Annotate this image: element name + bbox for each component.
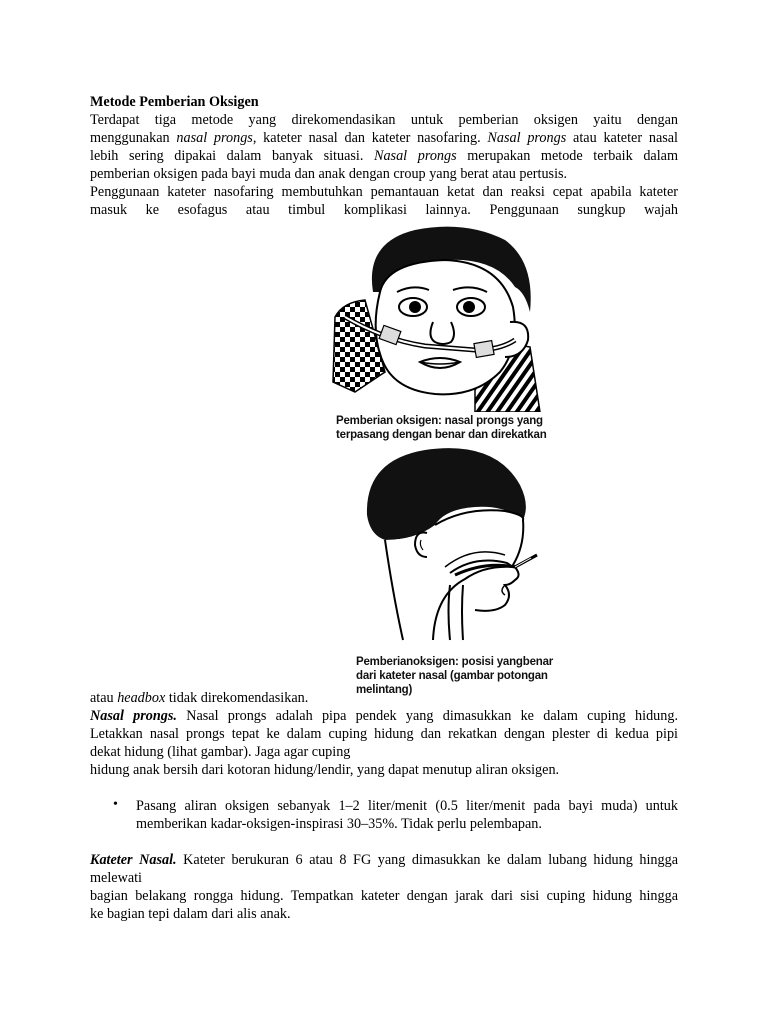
paragraph-2-line-2: masuk ke esofagus atau timbul komplikasi lainnya. Penggunaan sungkup wajah xyxy=(90,202,678,218)
text-run: menggunakan xyxy=(90,130,177,146)
paragraph-4-line-3: dekat hidung (lihat gambar). Jaga agar cuping xyxy=(90,744,351,760)
nasal-catheter-illustration xyxy=(355,445,555,650)
paragraph-5-line-4: ke bagian tepi dalam dari alis anak. xyxy=(90,906,291,922)
text-run: lebih sering dipakai dalam banyak situasi. xyxy=(90,148,374,164)
italic-term: Nasal prongs xyxy=(374,148,457,164)
paragraph-4-line-1 xyxy=(90,707,678,725)
section-lead-kateter-nasal: Kateter Nasal. xyxy=(90,852,177,868)
bullet-line-1: Pasang aliran oksigen sebanyak 1–2 liter/menit (0.5 liter/menit pada bayi muda) untuk xyxy=(136,798,678,814)
paragraph-5-line-3: bagian belakang rongga hidung. Tempatkan kateter dengan jarak dari sisi cuping hidung hingga xyxy=(90,888,678,904)
paragraph-1-line-4: pemberian oksigen pada bayi muda dan anak dengan croup yang berat atau pertusis. xyxy=(90,166,568,182)
paragraph-2-line-1: Penggunaan kateter nasofaring membutuhkan pemantauan ketat dan reaksi cepat apabila kateter xyxy=(90,184,678,200)
paragraph-3 xyxy=(90,689,678,707)
paragraph-1-line-1: Terdapat tiga metode yang direkomendasikan untuk pemberian oksigen yaitu dengan xyxy=(90,112,678,128)
text-run: atau kateter nasal xyxy=(566,130,679,146)
italic-term: headbox xyxy=(117,690,166,706)
section-lead-nasal-prongs: Nasal prongs. xyxy=(90,708,177,724)
figure-1-caption-line-1: Pemberian oksigen: nasal prongs yang xyxy=(336,415,543,427)
bullet-line-2: memberikan kadar-oksigen-inspirasi 30–35%. Tidak perlu pelembapan. xyxy=(136,816,542,832)
text-run: Kateter berukuran 6 atau 8 FG yang dimasukkan ke dalam lubang hidung hingga xyxy=(176,852,679,868)
paragraph-5-line-1 xyxy=(90,851,678,869)
figure-2-caption-line-2: dari kateter nasal (gambar potongan xyxy=(356,670,548,682)
bullet-marker: • xyxy=(113,797,118,812)
paragraph-5-line-2: melewati xyxy=(90,870,142,886)
text-run: tidak direkomendasikan. xyxy=(165,690,309,706)
text-run: , kateter nasal dan kateter nasofaring. xyxy=(252,130,488,146)
italic-term: nasal prongs xyxy=(176,130,253,146)
figure-1-caption-line-2: terpasang dengan benar dan direkatkan xyxy=(336,429,547,441)
italic-term: Nasal prongs xyxy=(487,130,567,146)
figure-2-caption-line-1: Pemberianoksigen: posisi yangbenar xyxy=(356,656,554,668)
text-run: Nasal prongs adalah pipa pendek yang dimasukkan ke dalam cuping hidung. xyxy=(176,708,678,724)
paragraph-1-line-2 xyxy=(90,129,678,147)
figure-2-caption-line-3: melintang) xyxy=(356,684,413,696)
paragraph-4-line-2: Letakkan nasal prongs tepat ke dalam cuping hidung dan rekatkan dengan plester di kedua pipi xyxy=(90,726,678,742)
nasal-prongs-illustration xyxy=(325,222,555,412)
paragraph-1-line-3 xyxy=(90,147,678,165)
paragraph-4-line-4: hidung anak bersih dari kotoran hidung/lendir, yang dapat menutup aliran oksigen. xyxy=(90,762,560,778)
text-run: atau xyxy=(90,690,118,706)
text-run: merupakan metode terbaik dalam xyxy=(456,148,678,164)
section-title: Metode Pemberian Oksigen xyxy=(90,94,259,110)
